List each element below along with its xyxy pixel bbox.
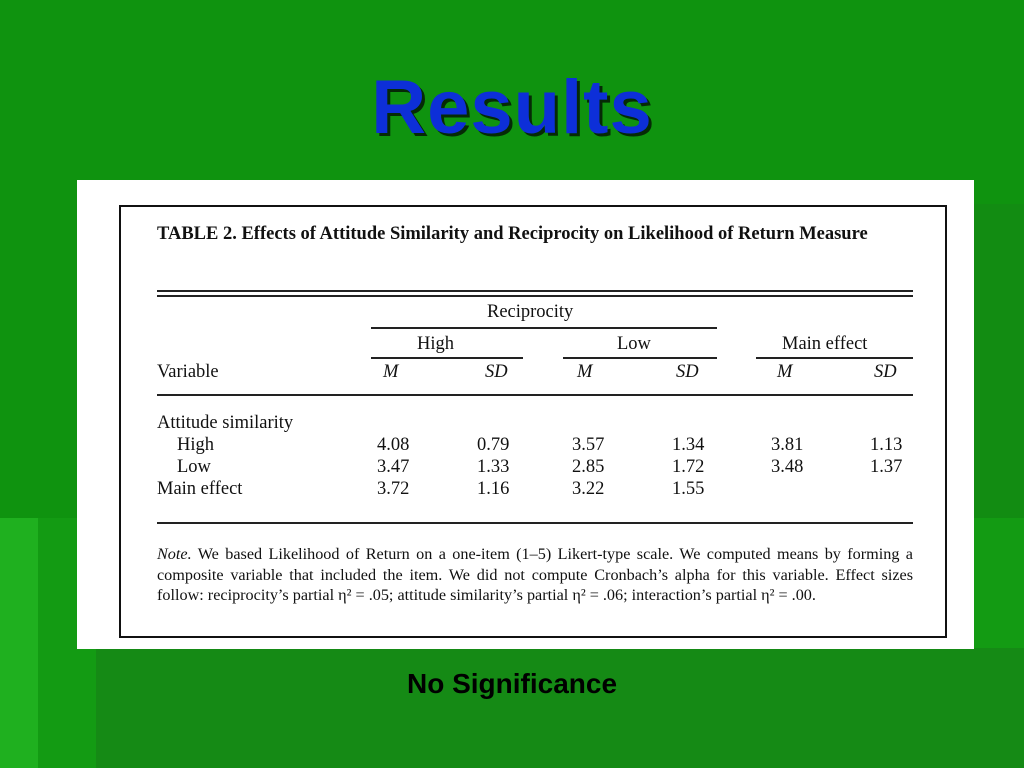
group-header-main: Main effect <box>782 334 868 354</box>
group-rule-low <box>563 357 717 359</box>
table-frame <box>119 205 947 638</box>
high-sd-header: SD <box>485 362 508 382</box>
cell-low-sd: 1.72 <box>672 457 705 477</box>
cell-low-m: 3.57 <box>572 435 605 455</box>
cell-main-sd: 1.13 <box>870 435 903 455</box>
high-m-header: M <box>383 362 399 382</box>
cell-main-sd: 1.37 <box>870 457 903 477</box>
spanner-rule <box>371 327 717 329</box>
top-double-rule-1 <box>157 290 913 292</box>
cell-high-sd: 0.79 <box>477 435 510 455</box>
row-label: High <box>177 435 214 455</box>
cell-high-sd: 1.33 <box>477 457 510 477</box>
background-panel-right <box>974 204 1024 518</box>
group-rule-main <box>756 357 913 359</box>
header-rule <box>157 394 913 396</box>
cell-low-m: 2.85 <box>572 457 605 477</box>
low-sd-header: SD <box>676 362 699 382</box>
background-panel-bottom <box>96 648 1024 768</box>
cell-high-m: 3.47 <box>377 457 410 477</box>
table-caption: TABLE 2. Effects of Attitude Similarity and Reciprocity on Likelihood of Return Measure <box>157 224 868 244</box>
cell-low-m: 3.22 <box>572 479 605 499</box>
group-header-low: Low <box>617 334 651 354</box>
cell-high-sd: 1.16 <box>477 479 510 499</box>
cell-high-m: 3.72 <box>377 479 410 499</box>
note-text: We based Likelihood of Return on a one-item (1–5) Likert-type scale. We computed means by forming a composite variable that included the item. We did not compute Cronbach’s alpha for this variable. Effect sizes follow: reciprocity’s partial η² = .05; attitude similarity’s partial η² = .06; interaction’s partial η² = .00. <box>157 545 913 604</box>
main-sd-header: SD <box>874 362 897 382</box>
bottom-rule <box>157 522 913 524</box>
cell-high-m: 4.08 <box>377 435 410 455</box>
group-header-high: High <box>417 334 454 354</box>
cell-main-m: 3.48 <box>771 457 804 477</box>
background-edge-left <box>0 518 38 768</box>
cell-main-m: 3.81 <box>771 435 804 455</box>
note-label: Note. <box>157 545 192 563</box>
reciprocity-spanner: Reciprocity <box>487 302 574 322</box>
cell-low-sd: 1.34 <box>672 435 705 455</box>
slide-title: Results <box>371 65 653 150</box>
slide-footer-text: No Significance <box>406 668 618 699</box>
cell-low-sd: 1.55 <box>672 479 705 499</box>
table-note <box>157 544 913 606</box>
main-m-header: M <box>777 362 793 382</box>
table-image <box>77 180 974 649</box>
low-m-header: M <box>577 362 593 382</box>
top-double-rule-2 <box>157 295 913 297</box>
row-label: Main effect <box>157 479 243 499</box>
group-rule-high <box>371 357 523 359</box>
variable-header: Variable <box>157 362 219 382</box>
row-label: Low <box>177 457 211 477</box>
section-label: Attitude similarity <box>157 413 294 433</box>
